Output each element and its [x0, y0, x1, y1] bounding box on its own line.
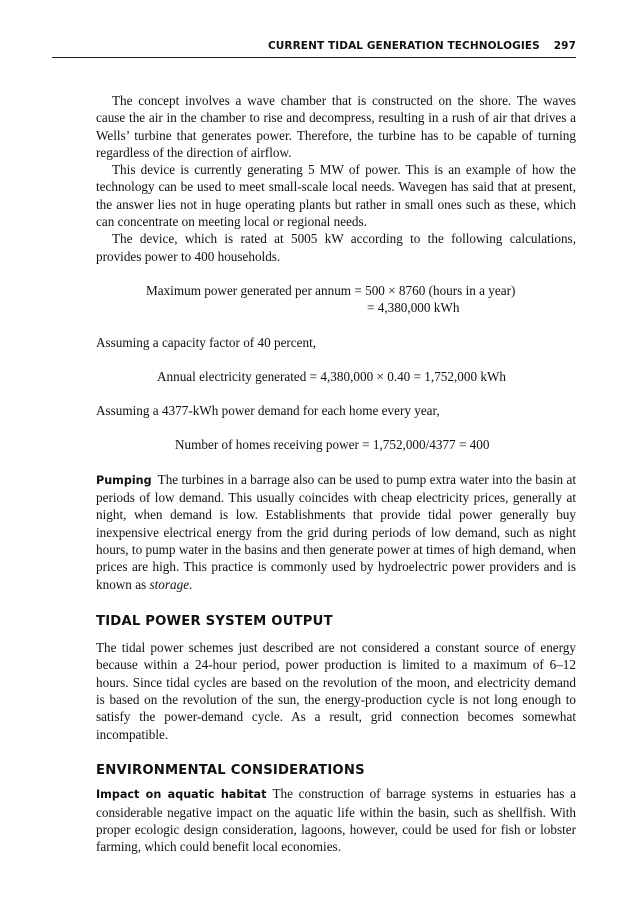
capacity-factor-text: Assuming a capacity factor of 40 percent, — [96, 334, 317, 350]
pumping-label: Pumping — [96, 473, 152, 487]
equation-max-power — [96, 282, 576, 317]
intro-paragraph-2: This device is currently generating 5 MW of power. This is an example of how the technology can be used to meet small-scale local needs. Wavegen has said that at present, the answer lies not in huge operating plants but rather in small ones such as these, which can concentrate on meeting local or regional needs. — [96, 162, 576, 230]
equation-annual-electricity: Annual electricity generated = 4,380,000 × 0.40 = 1,752,000 kWh — [157, 368, 506, 384]
running-title: CURRENT TIDAL GENERATION TECHNOLOGIES — [268, 40, 540, 52]
pumping-paragraph — [96, 471, 576, 593]
output-paragraph: The tidal power schemes just described are not considered a constant source of energy because within a 24-hour period, power production is limited to a maximum of 6–12 hours. Since tidal cycles are based on the revolution of the moon, and electricity demand is based on the revolution of the sun, the energy-production cycle is not long enough to satisfy the power-demand cycle. As a result, grid connection becomes somewhat incompatible. — [96, 640, 576, 742]
power-demand-text: Assuming a 4377-kWh power demand for each home every year, — [96, 403, 440, 419]
equation-max-power-line-1: Maximum power generated per annum = 500 × 8760 (hours in a year) — [146, 282, 516, 298]
storage-term: storage — [149, 576, 190, 592]
body-text — [96, 92, 576, 855]
page-number: 297 — [553, 40, 576, 52]
pumping-text-end: . — [189, 576, 193, 592]
aquatic-habitat-label: Impact on aquatic habitat — [96, 788, 267, 802]
section-heading-output: TIDAL POWER SYSTEM OUTPUT — [96, 613, 333, 629]
section-heading-environmental: ENVIRONMENTAL CONSIDERATIONS — [96, 762, 365, 778]
intro-paragraph-1: The concept involves a wave chamber that is constructed on the shore. The waves cause the air in the chamber to rise and decompress, resulting in a rush of air that drives a Wells’ turbine that generates power. Therefore, the turbine has to be capable of turning regardless of the direction of airflow. — [96, 93, 576, 160]
equation-homes: Number of homes receiving power = 1,752,000/4377 = 400 — [175, 437, 490, 453]
running-header — [96, 40, 576, 52]
equation-max-power-line-2: = 4,380,000 kWh — [367, 300, 460, 316]
intro-paragraph-3: The device, which is rated at 5005 kW according to the following calculations, provides power to 400 households. — [96, 231, 576, 264]
aquatic-habitat-text: The construction of barrage systems in estuaries has a considerable negative impact on the aquatic life within the basin, such as shellfish. With proper ecologic design consideration, lagoons, however, could be used for fish or lobster farming, which could benefit local economies. — [96, 786, 576, 855]
pumping-text: The turbines in a barrage also can be used to pump extra water into the basin at periods of low demand. This usually coincides with cheap electricity prices, generally at night, when demand is low. Establishments that provide tidal power generally buy inexpensive electrical energy from the grid during periods of low demand, such as night hours, to pump water in the basins and then generate power at times of high demand, when prices are high. This practice is commonly used by hydroelectric power providers and is known as — [96, 471, 576, 592]
aquatic-habitat-paragraph — [96, 785, 576, 855]
header-rule — [52, 57, 576, 58]
